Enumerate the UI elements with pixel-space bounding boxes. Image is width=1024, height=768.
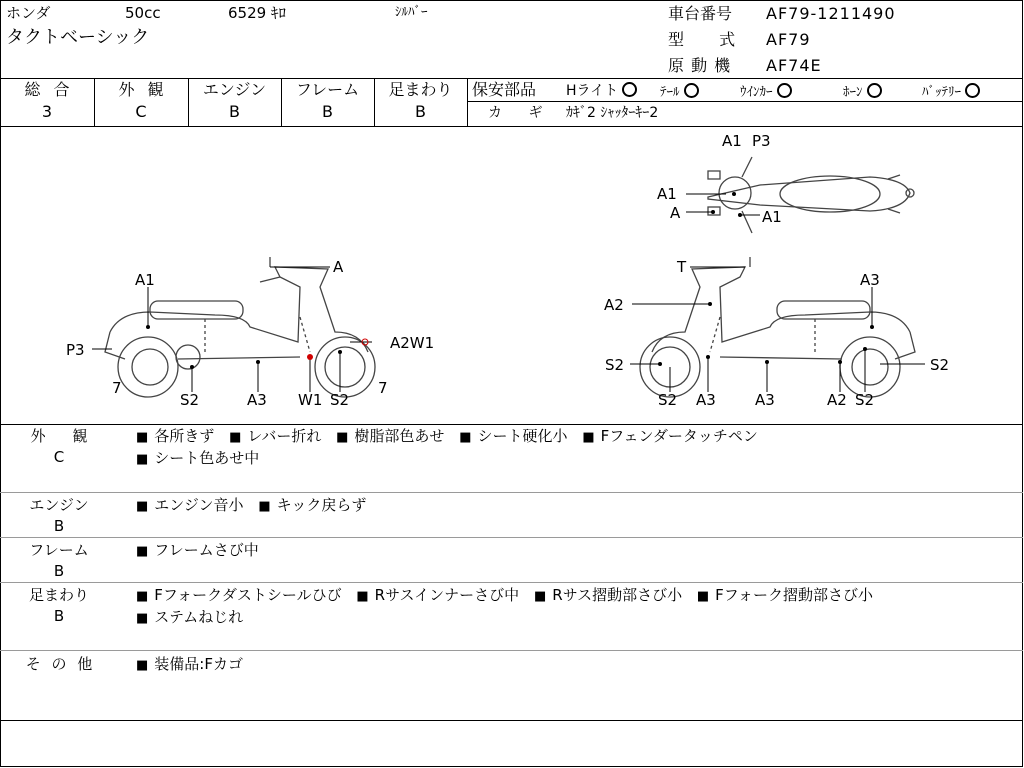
divider — [467, 101, 1023, 102]
diagram-label: S2 — [180, 391, 200, 409]
note-item: ■ シート硬化小 — [459, 427, 567, 445]
type-label: 型 式 — [668, 30, 736, 49]
diagram-label: S2 — [330, 391, 350, 409]
diagram-label: W1 — [298, 391, 323, 409]
divider — [0, 424, 1023, 425]
mileage: 6529 ｷﾛ — [228, 4, 286, 22]
safety-item-winker: ｳｲﾝｶｰ — [740, 83, 792, 100]
damage-diagram — [0, 127, 1023, 424]
grade-label-exterior: 外 観 — [118, 80, 164, 99]
diagram-label: A1 — [657, 185, 677, 203]
note-item: ■ Fフォークダストシールひび — [136, 586, 342, 604]
engine-value: AF74E — [766, 56, 822, 75]
note-item: ■ Rサスインナーさび中 — [356, 586, 519, 604]
diagram-label: 7 — [112, 379, 122, 397]
note-grade-engine: B — [53, 517, 65, 535]
safety-item-horn: ﾎｰﾝ — [843, 83, 882, 100]
diagram-label: A — [670, 204, 681, 222]
engine-label: 原 動 機 — [668, 56, 731, 75]
note-item: ■ Fフォーク摺動部さび小 — [697, 586, 873, 604]
diagram-label: A3 — [696, 391, 716, 409]
note-item: ■ レバー折れ — [229, 427, 321, 445]
diagram-label: A2 — [827, 391, 847, 409]
diagram-label: S2 — [930, 356, 950, 374]
divider — [0, 582, 1023, 583]
note-item: ■ 各所きず — [136, 427, 214, 445]
note-grade-suspension: B — [53, 607, 65, 625]
note-item: ■ エンジン音小 — [136, 496, 244, 514]
divider — [0, 78, 1023, 79]
grade-label-engine: エンジン — [202, 80, 267, 99]
diagram-label: T — [677, 258, 687, 276]
diagram-label: A1 — [762, 208, 782, 226]
diagram-label: S2 — [605, 356, 625, 374]
diagram-label: A3 — [755, 391, 775, 409]
note-item: ■ Rサス摺動部さび小 — [534, 586, 682, 604]
damage-mark — [307, 354, 313, 360]
divider — [467, 78, 468, 126]
displacement: 50cc — [125, 4, 161, 22]
note-items-exterior — [136, 428, 758, 446]
grade-value-overall: 3 — [41, 102, 53, 121]
note-item: ■ 樹脂部色あせ — [336, 427, 444, 445]
note-item: ■ Fフェンダータッチペン — [582, 427, 758, 445]
ok-circle-icon — [622, 82, 637, 97]
note-item: ■ キック戻らず — [258, 496, 366, 514]
diagram-label: A3 — [247, 391, 267, 409]
note-item: ■ フレームさび中 — [136, 541, 259, 559]
key-label: カ ギ — [488, 105, 543, 121]
note-grade-frame: B — [53, 562, 65, 580]
safety-item-battery: ﾊﾞｯﾃﾘｰ — [922, 83, 980, 100]
divider — [0, 650, 1023, 651]
note-grade-exterior: C — [53, 448, 65, 466]
grade-value-exterior: C — [135, 102, 147, 121]
note-item: ■ 装備品:Fカゴ — [136, 655, 243, 673]
note-label-suspension: 足まわり — [28, 586, 89, 604]
maker: ホンダ — [6, 4, 51, 22]
diagram-label: A1 — [135, 271, 155, 289]
diagram-label: A2 — [604, 296, 624, 314]
grade-value-frame: B — [322, 102, 333, 121]
ok-circle-icon — [965, 83, 980, 98]
key-value: ｶｷﾞ2 ｼｬｯﾀｰｷｰ2 — [566, 105, 659, 121]
diagram-label: A1 — [722, 132, 742, 150]
diagram-label: P3 — [752, 132, 771, 150]
ok-circle-icon — [777, 83, 792, 98]
grade-value-engine: B — [229, 102, 240, 121]
safety-label: 保安部品 — [472, 80, 537, 99]
scooter-top-view — [708, 157, 914, 233]
grade-label-suspension: 足まわり — [388, 80, 453, 99]
ok-circle-icon — [867, 83, 882, 98]
diagram-label: A — [333, 258, 344, 276]
diagram-label: A3 — [860, 271, 880, 289]
note-label-frame: フレーム — [29, 541, 89, 559]
diagram-label: A2W1 — [390, 334, 435, 352]
note-label-engine: エンジン — [29, 496, 89, 514]
grade-label-frame: フレーム — [295, 80, 360, 99]
note-items-engine — [136, 497, 366, 515]
note-label-other: そ の 他 — [25, 655, 93, 673]
safety-item-headlight: Hライト — [566, 82, 637, 99]
ok-circle-icon — [684, 83, 699, 98]
safety-item-taillight: ﾃｰﾙ — [660, 83, 699, 100]
model-name: タクトベーシック — [6, 27, 150, 48]
grade-value-suspension: B — [415, 102, 426, 121]
divider — [0, 537, 1023, 538]
grade-label-overall: 総 合 — [24, 80, 70, 99]
frame-no-value: AF79-1211490 — [766, 4, 896, 23]
type-value: AF79 — [766, 30, 811, 49]
divider — [0, 492, 1023, 493]
frame-no-label: 車台番号 — [668, 4, 733, 23]
diagram-label: S2 — [658, 391, 678, 409]
note-items-suspension — [136, 587, 873, 605]
diagram-label: P3 — [66, 341, 85, 359]
note-item: ■ ステムねじれ — [136, 609, 243, 627]
color: ｼﾙﾊﾞｰ — [395, 5, 428, 20]
note-items-other — [136, 656, 243, 674]
note-items-frame — [136, 542, 259, 560]
divider — [0, 720, 1023, 721]
diagram-label: S2 — [855, 391, 875, 409]
note-item: ■ シート色あせ中 — [136, 450, 259, 468]
diagram-label: 7 — [378, 379, 388, 397]
note-label-exterior: 外 観 — [30, 427, 88, 445]
